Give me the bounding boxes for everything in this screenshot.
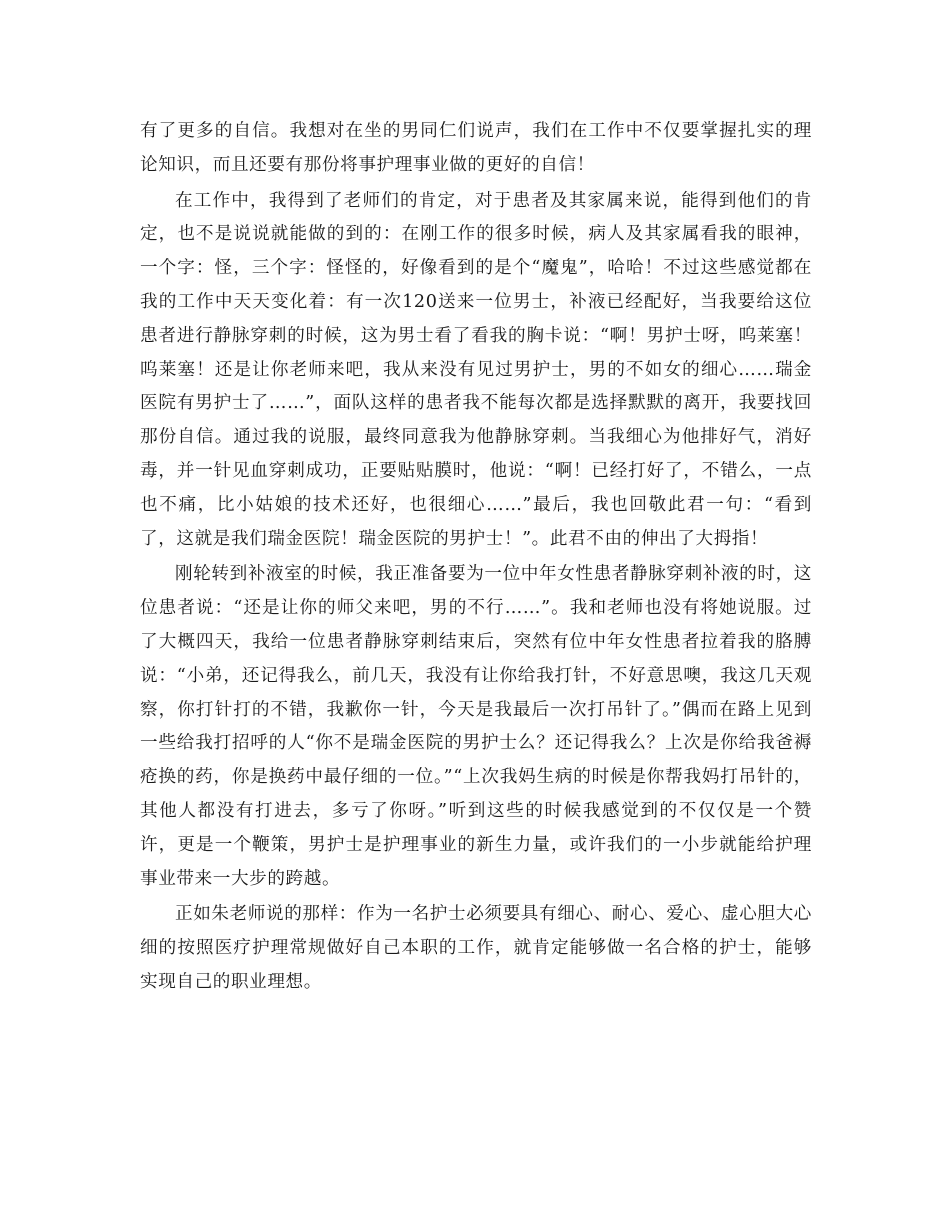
paragraph-2: 在工作中，我得到了老师们的肯定，对于患者及其家属来说，能得到他们的肯定，也不是说说就能做的到的：在刚工作的很多时候，病人及其家属看我的眼神，一个字：怪，三个字：怪怪的，好像看到的是个“魔鬼”，哈哈！不过这些感觉都在我的工作中天天变化着：有一次120送来一位男士，补液已经配好，当我要给这位患者进行静脉穿刺的时候，这为男士看了看我的胸卡说：“啊！男护士呀，呜莱塞！呜莱塞！还是让你老师来吧，我从来没有见过男护士，男的不如女的细心……瑞金医院有男护士了……”，面队这样的患者我不能每次都是选择默默的离开，我要找回那份自信。通过我的说服，最终同意我为他静脉穿刺。当我细心为他排好气，消好毒，并一针见血穿刺成功，正要贴贴膜时，他说：“啊！已经打好了，不错么，一点也不痛，比小姑娘的技术还好，也很细心……”最后，我也回敬此君一句：“看到了，这就是我们瑞金医院！瑞金医院的男护士！”。此君不由的伸出了大拇指！ (140, 190, 812, 549)
document-body (140, 115, 812, 1002)
paragraph-3: 刚轮转到补液室的时候，我正准备要为一位中年女性患者静脉穿刺补液的时，这位患者说：“还是让你的师父来吧，男的不行……”。我和老师也没有将她说服。过了大概四天，我给一位患者静脉穿刺结束后，突然有位中年女性患者拉着我的胳膊说：“小弟，还记得我么，前几天，我没有让你给我打针，不好意思噢，我这几天观察，你打针打的不错，我歉你一针，今天是我最后一次打吊针了。”偶而在路上见到一些给我打招呼的人“你不是瑞金医院的男护士么？还记得我么？上次是你给我爸褥疮换的药，你是换药中最仔细的一位。”“上次我妈生病的时候是你帮我妈打吊针的，其他人都没有打进去，多亏了你呀。”听到这些的时候我感觉到的不仅仅是一个赞许，更是一个鞭策，男护士是护理事业的新生力量，或许我们的一小步就能给护理事业带来一大步的跨越。 (140, 564, 812, 889)
paragraph-4: 正如朱老师说的那样：作为一名护士必须要具有细心、耐心、爱心、虚心胆大心细的按照医疗护理常规做好自己本职的工作，就肯定能够做一名合格的护士，能够实现自己的职业理想。 (140, 904, 812, 992)
paragraph-1: 有了更多的自信。我想对在坐的男同仁们说声，我们在工作中不仅要掌握扎实的理论知识，而且还要有那份将事护理事业做的更好的自信！ (140, 121, 812, 175)
